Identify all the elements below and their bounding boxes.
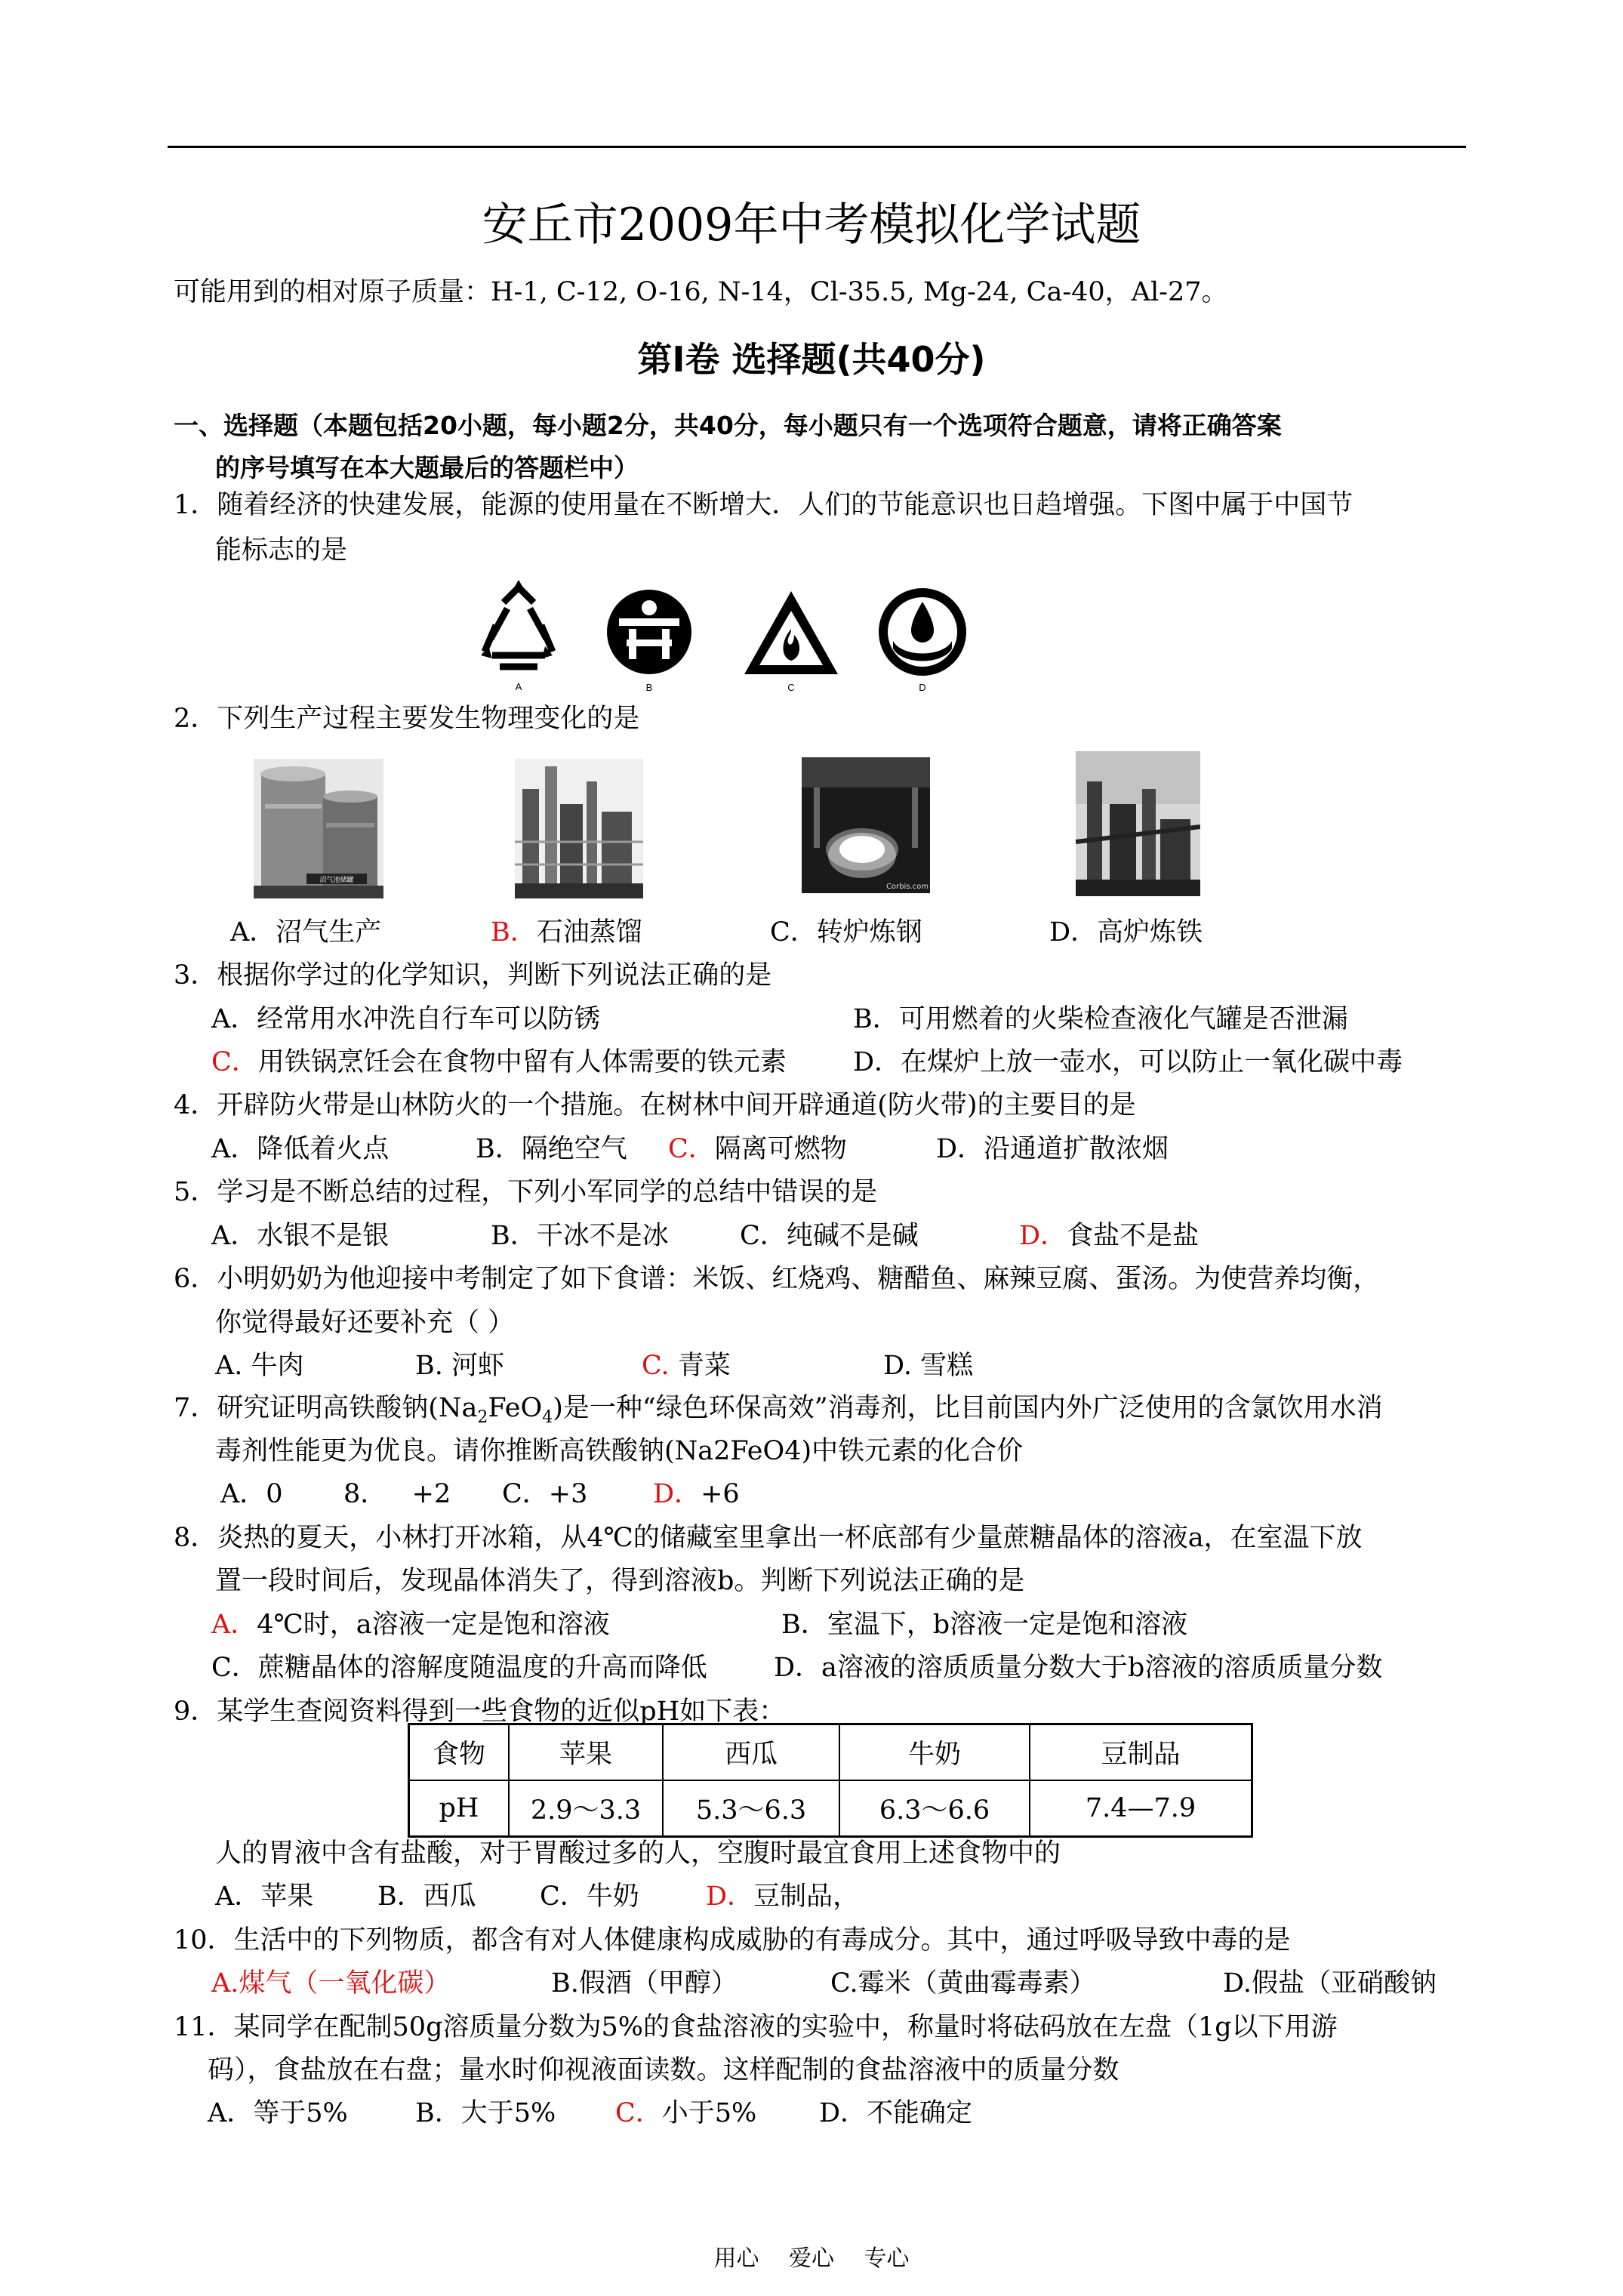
ph-table-cell: 苹果 bbox=[509, 1724, 663, 1781]
q6-option-c: C. 青菜 bbox=[642, 1351, 731, 1381]
q8-stem-line1: 8．炎热的夏天，小林打开冰箱，从4℃的储藏室里拿出一杯底部有少量蔗糖晶体的溶液a，在室温下放 bbox=[174, 1523, 1363, 1553]
q4-option-d: D．沿通道扩散浓烟 bbox=[936, 1134, 1169, 1164]
q10-option-c: C.霉米（黄曲霉毒素） bbox=[830, 1968, 1096, 1999]
q9-option-c: C．牛奶 bbox=[540, 1881, 639, 1912]
q6-option-a: A. 牛肉 bbox=[215, 1351, 304, 1381]
icon-label-c: C bbox=[787, 682, 795, 693]
q7-option-c: C．+3 bbox=[502, 1479, 588, 1509]
ph-table-value-row bbox=[409, 1780, 1252, 1837]
q10-stem: 10．生活中的下列物质，都含有对人体健康构成威胁的有毒成分。其中，通过呼吸导致中毒的是 bbox=[174, 1925, 1291, 1955]
icon-label-d: D bbox=[919, 682, 926, 693]
q1-stem-line2: 能标志的是 bbox=[215, 535, 348, 566]
ph-table-cell: 牛奶 bbox=[839, 1724, 1030, 1781]
q10-option-b: B.假酒（甲醇） bbox=[551, 1968, 738, 1999]
ph-table-cell: 5.3～6.3 bbox=[663, 1780, 839, 1837]
q2-option-a: A．沼气生产 bbox=[230, 917, 382, 948]
oil-refinery-photo bbox=[515, 759, 643, 898]
page-footer: 用心 爱心 专心 bbox=[713, 2245, 910, 2272]
page-title: 安丘市2009年中考模拟化学试题 bbox=[482, 199, 1141, 251]
q11-option-d: D．不能确定 bbox=[819, 2098, 973, 2128]
q5-stem: 5．学习是不断总结的过程，下列小军同学的总结中错误的是 bbox=[174, 1177, 878, 1207]
converter-steelmaking-photo bbox=[802, 757, 930, 893]
ph-table bbox=[408, 1723, 1253, 1838]
q4-option-c: C．隔离可燃物 bbox=[668, 1134, 847, 1164]
section-title: 第Ⅰ卷 选择题(共40分) bbox=[637, 339, 986, 380]
q11-option-b: B．大于5% bbox=[415, 2098, 556, 2128]
section-instructions-line2: 的序号填写在本大题最后的答题栏中） bbox=[215, 453, 639, 482]
q5-option-a: A．水银不是银 bbox=[211, 1221, 390, 1251]
q4-stem: 4．开辟防火带是山林防火的一个措施。在树林中间开辟通道(防火带)的主要目的是 bbox=[174, 1090, 1136, 1120]
energy-saving-icon bbox=[600, 585, 698, 695]
ph-table-cell: 2.9～3.3 bbox=[509, 1780, 663, 1837]
q10-option-a: A.煤气（一氧化碳） bbox=[211, 1968, 451, 1999]
q9-option-d: D．豆制品， bbox=[706, 1881, 860, 1912]
biogas-sign-caption: 沼气池储罐 bbox=[319, 877, 354, 884]
q9-option-b: B．西瓜 bbox=[377, 1881, 476, 1912]
ph-table-cell: 食物 bbox=[409, 1724, 510, 1781]
q7-option-d: D．+6 bbox=[653, 1479, 740, 1509]
ph-table-cell: 西瓜 bbox=[663, 1724, 839, 1781]
q6-stem-line1: 6．小明奶奶为他迎接中考制定了如下食谱：米饭、红烧鸡、糖醋鱼、麻辣豆腐、蛋汤。为使营养均衡， bbox=[174, 1264, 1380, 1294]
q6-option-b: B. 河虾 bbox=[415, 1351, 504, 1381]
recycle-icon bbox=[470, 580, 568, 693]
q3-option-b: B．可用燃着的火柴检查液化气罐是否泄漏 bbox=[853, 1004, 1348, 1034]
q11-stem-line2: 码），食盐放在右盘；量水时仰视液面读数。这样配制的食盐溶液中的质量分数 bbox=[208, 2055, 1119, 2085]
q4-option-a: A．降低着火点 bbox=[211, 1134, 390, 1164]
q3-option-c: C．用铁锅烹饪会在食物中留有人体需要的铁元素 bbox=[211, 1047, 787, 1077]
water-saving-icon bbox=[872, 585, 974, 695]
blast-furnace-photo bbox=[1076, 751, 1200, 896]
q5-option-b: B．干冰不是冰 bbox=[491, 1221, 669, 1251]
q2-stem: 2．下列生产过程主要发生物理变化的是 bbox=[174, 704, 640, 734]
q6-option-d: D. 雪糕 bbox=[883, 1351, 974, 1381]
q5-option-d: D．食盐不是盐 bbox=[1019, 1221, 1200, 1251]
ph-table-header-row bbox=[409, 1724, 1252, 1781]
q9-after-text: 人的胃液中含有盐酸，对于胃酸过多的人，空腹时最宜食用上述食物中的 bbox=[215, 1838, 1061, 1869]
q11-option-c: C．小于5% bbox=[615, 2098, 757, 2128]
q7-stem-line2: 毒剂性能更为优良。请你推断高铁酸钠(Na2FeO4)中铁元素的化合价 bbox=[215, 1436, 1024, 1466]
q8-option-b: B．室温下，b溶液一定是饱和溶液 bbox=[781, 1610, 1188, 1640]
q7-option-b: 8． +2 bbox=[343, 1479, 451, 1509]
q8-stem-line2: 置一段时间后，发现晶体消失了，得到溶液b。判断下列说法正确的是 bbox=[215, 1566, 1025, 1596]
q3-stem: 3．根据你学过的化学知识，判断下列说法正确的是 bbox=[174, 960, 772, 991]
q8-option-c: C．蔗糖晶体的溶解度随温度的升高而降低 bbox=[211, 1653, 707, 1683]
icon-label-a: A bbox=[515, 681, 522, 692]
q1-stem-line1: 1．随着经济的快建发展，能源的使用量在不断增大．人们的节能意识也日趋增强。下图中属于中国节 bbox=[174, 490, 1354, 520]
q6-stem-line2: 你觉得最好还要补充（ ） bbox=[215, 1308, 515, 1338]
icon-label-b: B bbox=[645, 682, 653, 693]
q11-stem-line1: 11．某同学在配制50g溶质量分数为5%的食盐溶液的实验中，称量时将砝码放在左盘（1g以下用游 bbox=[174, 2012, 1338, 2042]
q8-option-d: D．a溶液的溶质质量分数大于b溶液的溶质质量分数 bbox=[774, 1653, 1383, 1683]
q2-option-c: C．转炉炼钢 bbox=[770, 917, 922, 948]
q2-option-b: B．石油蒸馏 bbox=[491, 917, 642, 948]
q10-option-d: D.假盐（亚硝酸钠 bbox=[1223, 1968, 1437, 1999]
biogas-tank-photo bbox=[254, 759, 383, 898]
q3-option-d: D．在煤炉上放一壶水，可以防止一氧化碳中毒 bbox=[853, 1047, 1403, 1077]
q8-option-a: A．4℃时，a溶液一定是饱和溶液 bbox=[211, 1610, 610, 1640]
section-instructions-line1: 一、选择题（本题包括20小题，每小题2分，共40分，每小题只有一个选项符合题意，请将正确答案 bbox=[174, 411, 1282, 440]
ph-table-cell: 7.4—7.9 bbox=[1030, 1780, 1252, 1837]
q3-option-a: A．经常用水冲洗自行车可以防锈 bbox=[211, 1004, 601, 1034]
photo-watermark: Corbis.com bbox=[885, 883, 929, 891]
q9-option-a: A．苹果 bbox=[215, 1881, 314, 1912]
ph-table-cell: pH bbox=[409, 1780, 510, 1837]
q5-option-c: C．纯碱不是碱 bbox=[740, 1221, 919, 1251]
ph-table-cell: 6.3～6.6 bbox=[839, 1780, 1030, 1837]
atomic-masses-line: 可能用到的相对原子质量：H-1, C-12, O-16, N-14，Cl-35.5, Mg-24, Ca-40，Al-27。 bbox=[174, 277, 1228, 307]
q7-stem-line1: 7．研究证明高铁酸钠$(Na_2FeO_4)$是一种“绿色环保高效”消毒剂，比目前国内外广泛使用的含氯饮用水消 bbox=[174, 1393, 1383, 1427]
q11-option-a: A．等于5% bbox=[208, 2098, 348, 2128]
flammable-warning-icon bbox=[738, 585, 844, 695]
q7-option-a: A．0 bbox=[220, 1479, 283, 1509]
ph-table-cell: 豆制品 bbox=[1030, 1724, 1252, 1781]
q4-option-b: B．隔绝空气 bbox=[476, 1134, 627, 1164]
q9-stem: 9．某学生查阅资料得到一些食物的近似pH如下表： bbox=[174, 1697, 786, 1727]
top-rule bbox=[168, 146, 1466, 148]
q2-option-d: D．高炉炼铁 bbox=[1049, 917, 1203, 948]
